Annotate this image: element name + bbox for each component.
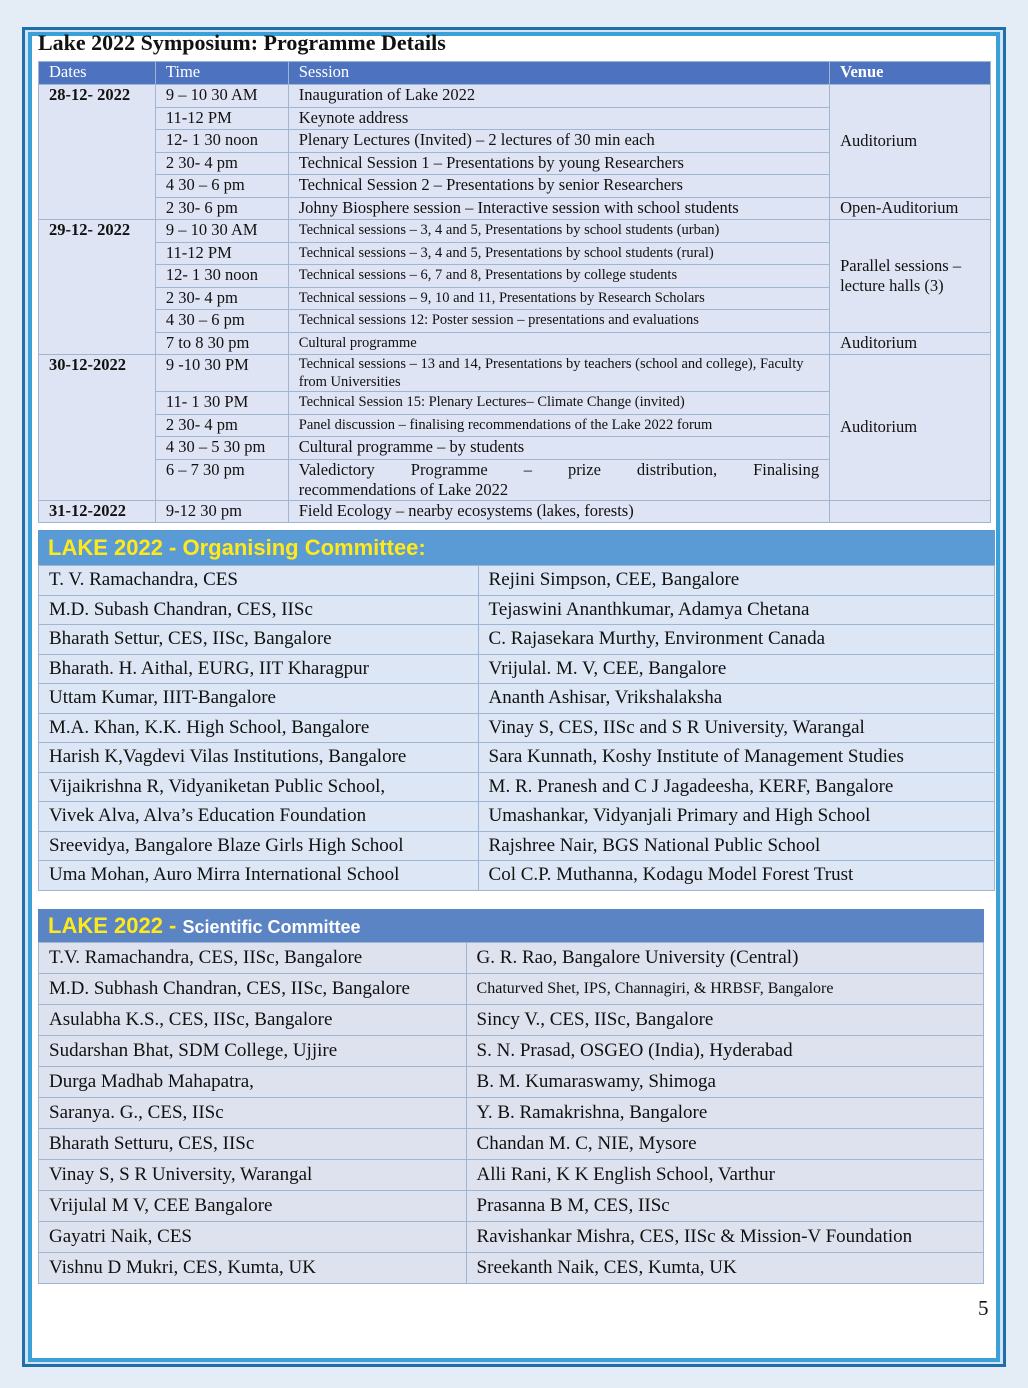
time-cell: 9-12 30 pm [155, 500, 288, 523]
time-cell: 2 30- 4 pm [155, 152, 288, 175]
table-row [39, 197, 991, 220]
scientific-title-suffix: Scientific Committee [182, 917, 361, 937]
table-row [39, 861, 995, 891]
member-cell: Sreekanth Naik, CES, Kumta, UK [466, 1253, 983, 1284]
table-row [39, 1160, 984, 1191]
time-cell: 4 30 – 5 30 pm [155, 437, 288, 460]
member-cell: Rajshree Nair, BGS National Public School [478, 831, 994, 861]
table-row [39, 974, 984, 1005]
venue-cell: Auditorium [830, 332, 991, 355]
member-cell: Sara Kunnath, Koshy Institute of Management Studies [478, 743, 994, 773]
session-cell: Panel discussion – finalising recommendations of the Lake 2022 forum [288, 414, 829, 437]
member-cell: Sincy V., CES, IISc, Bangalore [466, 1005, 983, 1036]
time-cell: 2 30- 4 pm [155, 414, 288, 437]
time-cell: 4 30 – 6 pm [155, 175, 288, 198]
member-cell: S. N. Prasad, OSGEO (India), Hyderabad [466, 1036, 983, 1067]
session-cell: Cultural programme [288, 332, 829, 355]
table-row [39, 943, 984, 974]
session-cell: Technical sessions – 3, 4 and 5, Presentations by school students (urban) [288, 220, 829, 243]
member-cell: Tejaswini Ananthkumar, Adamya Chetana [478, 595, 994, 625]
member-cell: T. V. Ramachandra, CES [39, 566, 479, 596]
table-row [39, 684, 995, 714]
time-cell: 12- 1 30 noon [155, 130, 288, 153]
time-cell: 6 – 7 30 pm [155, 459, 288, 500]
table-row [39, 654, 995, 684]
scientific-title-prefix: LAKE 2022 - [48, 913, 183, 938]
member-cell: T.V. Ramachandra, CES, IISc, Bangalore [39, 943, 467, 974]
header-time: Time [155, 62, 288, 85]
table-row [39, 1191, 984, 1222]
header-dates: Dates [39, 62, 156, 85]
header-session: Session [288, 62, 829, 85]
table-row [39, 713, 995, 743]
member-cell: Bharath Settur, CES, IISc, Bangalore [39, 625, 479, 655]
member-cell: Vishnu D Mukri, CES, Kumta, UK [39, 1253, 467, 1284]
table-row [39, 1067, 984, 1098]
time-cell: 9 – 10 30 AM [155, 85, 288, 108]
time-cell: 2 30- 4 pm [155, 287, 288, 310]
date-cell: 31-12-2022 [39, 500, 156, 523]
session-line-2: recommendations of Lake 2022 [298, 479, 509, 499]
header-venue: Venue [830, 62, 991, 85]
table-row [39, 85, 991, 108]
table-row [39, 500, 991, 523]
time-cell: 7 to 8 30 pm [155, 332, 288, 355]
table-row [39, 1036, 984, 1067]
page-number: 5 [978, 1296, 989, 1320]
time-cell: 12- 1 30 noon [155, 265, 288, 288]
table-row [39, 625, 995, 655]
session-cell: Technical sessions – 6, 7 and 8, Presentations by college students [288, 265, 829, 288]
member-cell: Vinay S, S R University, Warangal [39, 1160, 467, 1191]
member-cell: Ravishankar Mishra, CES, IISc & Mission-V Foundation [466, 1222, 983, 1253]
venue-cell: Auditorium [830, 85, 991, 198]
session-cell: Technical sessions – 13 and 14, Presentations by teachers (school and college), Faculty from Universities [288, 355, 829, 392]
member-cell: M. R. Pranesh and C J Jagadeesha, KERF, Bangalore [478, 772, 994, 802]
member-cell: Asulabha K.S., CES, IISc, Bangalore [39, 1005, 467, 1036]
member-cell: Sreevidya, Bangalore Blaze Girls High School [39, 831, 479, 861]
time-cell: 11- 1 30 PM [155, 392, 288, 415]
session-cell: Technical Session 1 – Presentations by young Researchers [288, 152, 829, 175]
member-cell: Vinay S, CES, IISc and S R University, Warangal [478, 713, 994, 743]
table-row [39, 355, 991, 392]
session-cell: Field Ecology – nearby ecosystems (lakes, forests) [288, 500, 829, 523]
organising-committee-table [38, 565, 995, 891]
time-cell: 9 -10 30 PM [155, 355, 288, 392]
time-cell: 11-12 PM [155, 242, 288, 265]
member-cell: Col C.P. Muthanna, Kodagu Model Forest Trust [478, 861, 994, 891]
member-cell: Chandan M. C, NIE, Mysore [466, 1129, 983, 1160]
member-cell: M.D. Subhash Chandran, CES, IISc, Bangalore [39, 974, 467, 1005]
member-cell: Ananth Ashisar, Vrikshalaksha [478, 684, 994, 714]
member-cell: C. Rajasekara Murthy, Environment Canada [478, 625, 994, 655]
member-cell: G. R. Rao, Bangalore University (Central) [466, 943, 983, 974]
table-row [39, 831, 995, 861]
table-row [39, 743, 995, 773]
scientific-committee-table [38, 942, 984, 1284]
member-cell: Vrijulal M V, CEE Bangalore [39, 1191, 467, 1222]
table-row [39, 220, 991, 243]
session-cell: Plenary Lectures (Invited) – 2 lectures of 30 min each [288, 130, 829, 153]
table-row [39, 595, 995, 625]
venue-cell: Auditorium [830, 355, 991, 501]
member-cell: Rejini Simpson, CEE, Bangalore [478, 566, 994, 596]
member-cell: Uma Mohan, Auro Mirra International School [39, 861, 479, 891]
table-row [39, 566, 995, 596]
table-row [39, 1005, 984, 1036]
session-cell: Technical sessions – 9, 10 and 11, Presentations by Research Scholars [288, 287, 829, 310]
time-cell: 11-12 PM [155, 107, 288, 130]
table-row [39, 332, 991, 355]
programme-header-row [39, 62, 991, 85]
member-cell: Uttam Kumar, IIIT-Bangalore [39, 684, 479, 714]
table-row [39, 1253, 984, 1284]
session-cell: Inauguration of Lake 2022 [288, 85, 829, 108]
member-cell: Vrijulal. M. V, CEE, Bangalore [478, 654, 994, 684]
venue-cell: Parallel sessions – lecture halls (3) [830, 220, 991, 333]
member-cell: Bharath Setturu, CES, IISc [39, 1129, 467, 1160]
member-cell: M.D. Subash Chandran, CES, IISc [39, 595, 479, 625]
date-cell: 28-12- 2022 [39, 85, 156, 220]
member-cell: Vivek Alva, Alva’s Education Foundation [39, 802, 479, 832]
organising-committee-heading [38, 530, 995, 565]
programme-table [38, 61, 991, 523]
page-title: Lake 2022 Symposium: Programme Details [38, 30, 446, 55]
member-cell: Saranya. G., CES, IISc [39, 1098, 467, 1129]
member-cell: Chaturved Shet, IPS, Channagiri, & HRBSF, Bangalore [466, 974, 983, 1005]
date-cell: 29-12- 2022 [39, 220, 156, 355]
table-row [39, 772, 995, 802]
member-cell: M.A. Khan, K.K. High School, Bangalore [39, 713, 479, 743]
session-cell: Technical Session 2 – Presentations by senior Researchers [288, 175, 829, 198]
session-cell: Keynote address [288, 107, 829, 130]
session-cell [288, 459, 829, 500]
member-cell: Gayatri Naik, CES [39, 1222, 467, 1253]
table-row [39, 1222, 984, 1253]
date-cell: 30-12-2022 [39, 355, 156, 501]
session-cell: Johny Biosphere session – Interactive session with school students [288, 197, 829, 220]
table-row [39, 1129, 984, 1160]
member-cell: Harish K,Vagdevi Vilas Institutions, Bangalore [39, 743, 479, 773]
member-cell: B. M. Kumaraswamy, Shimoga [466, 1067, 983, 1098]
member-cell: Y. B. Ramakrishna, Bangalore [466, 1098, 983, 1129]
venue-cell: Open-Auditorium [830, 197, 991, 220]
session-line-1: Valedictory Programme – prize distribution, Finalising [298, 459, 820, 479]
member-cell: Alli Rani, K K English School, Varthur [466, 1160, 983, 1191]
table-row [39, 1098, 984, 1129]
session-cell: Technical Session 15: Plenary Lectures– Climate Change (invited) [288, 392, 829, 415]
organising-title-prefix: LAKE 2022 - [48, 535, 183, 560]
session-cell: Cultural programme – by students [288, 437, 829, 460]
scientific-committee-heading [38, 909, 984, 942]
member-cell: Bharath. H. Aithal, EURG, IIT Kharagpur [39, 654, 479, 684]
time-cell: 9 – 10 30 AM [155, 220, 288, 243]
member-cell: Vijaikrishna R, Vidyaniketan Public School, [39, 772, 479, 802]
organising-title-suffix: Organising Committee: [182, 535, 426, 560]
session-cell: Technical sessions 12: Poster session – presentations and evaluations [288, 310, 829, 333]
table-row [39, 802, 995, 832]
session-cell: Technical sessions – 3, 4 and 5, Presentations by school students (rural) [288, 242, 829, 265]
time-cell: 2 30- 6 pm [155, 197, 288, 220]
member-cell: Prasanna B M, CES, IISc [466, 1191, 983, 1222]
time-cell: 4 30 – 6 pm [155, 310, 288, 333]
venue-cell [830, 500, 991, 523]
member-cell: Durga Madhab Mahapatra, [39, 1067, 467, 1098]
member-cell: Sudarshan Bhat, SDM College, Ujjire [39, 1036, 467, 1067]
member-cell: Umashankar, Vidyanjali Primary and High School [478, 802, 994, 832]
